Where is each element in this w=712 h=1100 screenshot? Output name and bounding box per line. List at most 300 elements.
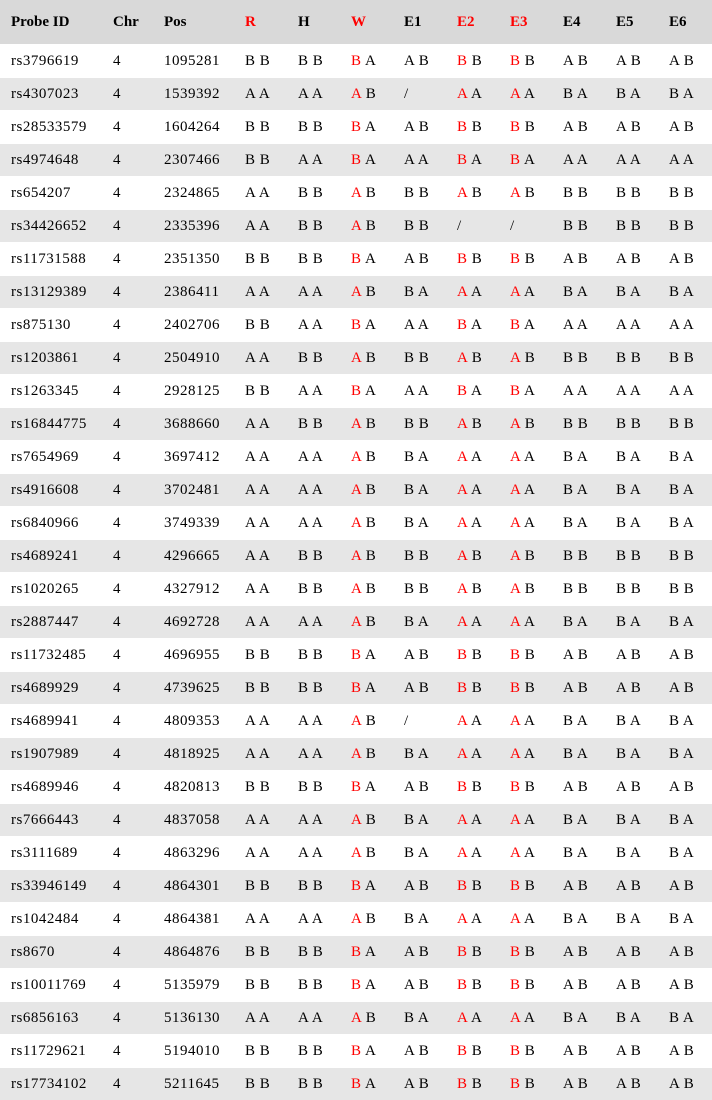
cell-e6: B A	[658, 1002, 712, 1035]
cell-w: A B	[340, 540, 393, 573]
cell-chr: 4	[102, 771, 153, 804]
table-row	[0, 408, 712, 441]
highlighted-allele: B	[510, 680, 521, 696]
cell-probe-id: rs11729621	[0, 1035, 102, 1068]
cell-e1: B A	[393, 507, 446, 540]
highlighted-allele: A	[351, 284, 362, 300]
cell-e6: A B	[658, 45, 712, 78]
cell-chr: 4	[102, 606, 153, 639]
column-header-w: W	[340, 0, 393, 45]
cell-w: A B	[340, 408, 393, 441]
highlighted-allele: A	[510, 581, 521, 597]
cell-r: A A	[234, 606, 287, 639]
cell-e3: B A	[499, 309, 552, 342]
highlighted-allele: A	[510, 812, 521, 828]
highlighted-allele: A	[351, 812, 362, 828]
cell-e6: B B	[658, 177, 712, 210]
cell-r: A A	[234, 507, 287, 540]
column-header-probe-id: Probe ID	[0, 0, 102, 45]
cell-h: A A	[287, 375, 340, 408]
cell-pos: 3688660	[153, 408, 234, 441]
highlighted-allele: A	[351, 614, 362, 630]
cell-pos: 4837058	[153, 804, 234, 837]
cell-probe-id: rs33946149	[0, 870, 102, 903]
cell-e5: B A	[605, 507, 658, 540]
cell-w: A B	[340, 210, 393, 243]
cell-chr: 4	[102, 837, 153, 870]
cell-chr: 4	[102, 441, 153, 474]
cell-e5: B A	[605, 474, 658, 507]
table-row	[0, 78, 712, 111]
cell-e6: A B	[658, 1068, 712, 1100]
cell-e3: A A	[499, 507, 552, 540]
highlighted-allele: B	[457, 779, 468, 795]
highlighted-allele: A	[510, 284, 521, 300]
cell-chr: 4	[102, 738, 153, 771]
cell-chr: 4	[102, 573, 153, 606]
cell-e1: B A	[393, 738, 446, 771]
cell-chr: 4	[102, 144, 153, 177]
cell-h: B B	[287, 408, 340, 441]
cell-pos: 4820813	[153, 771, 234, 804]
table-row	[0, 474, 712, 507]
column-header-h: H	[287, 0, 340, 45]
highlighted-allele: B	[510, 779, 521, 795]
cell-e4: A B	[552, 243, 605, 276]
cell-e3: A A	[499, 705, 552, 738]
cell-e6: B A	[658, 837, 712, 870]
cell-r: B B	[234, 144, 287, 177]
cell-chr: 4	[102, 111, 153, 144]
cell-e5: A B	[605, 936, 658, 969]
cell-h: B B	[287, 111, 340, 144]
cell-e6: B A	[658, 276, 712, 309]
highlighted-allele: B	[457, 317, 468, 333]
cell-e1: A B	[393, 936, 446, 969]
highlighted-allele: A	[351, 86, 362, 102]
cell-e4: A B	[552, 870, 605, 903]
cell-e3: A A	[499, 441, 552, 474]
cell-pos: 2504910	[153, 342, 234, 375]
cell-e5: B A	[605, 606, 658, 639]
highlighted-allele: A	[510, 185, 521, 201]
table-row	[0, 837, 712, 870]
cell-r: A A	[234, 837, 287, 870]
table-row	[0, 771, 712, 804]
cell-e2: A A	[446, 903, 499, 936]
cell-e2: /	[446, 210, 499, 243]
cell-h: B B	[287, 771, 340, 804]
highlighted-allele: A	[457, 581, 468, 597]
cell-h: A A	[287, 804, 340, 837]
cell-probe-id: rs4689946	[0, 771, 102, 804]
cell-probe-id: rs1203861	[0, 342, 102, 375]
cell-e6: B A	[658, 804, 712, 837]
cell-chr: 4	[102, 672, 153, 705]
cell-chr: 4	[102, 78, 153, 111]
cell-e3: A A	[499, 474, 552, 507]
cell-e1: B B	[393, 210, 446, 243]
cell-probe-id: rs8670	[0, 936, 102, 969]
cell-e2: B B	[446, 243, 499, 276]
highlighted-allele: B	[510, 944, 521, 960]
cell-e1: A A	[393, 144, 446, 177]
cell-h: A A	[287, 144, 340, 177]
cell-probe-id: rs654207	[0, 177, 102, 210]
cell-chr: 4	[102, 375, 153, 408]
cell-e6: A A	[658, 144, 712, 177]
cell-e2: B B	[446, 969, 499, 1002]
cell-e6: B B	[658, 540, 712, 573]
cell-pos: 5136130	[153, 1002, 234, 1035]
cell-e4: A B	[552, 1035, 605, 1068]
cell-r: A A	[234, 540, 287, 573]
highlighted-allele: B	[351, 944, 362, 960]
cell-w: B A	[340, 771, 393, 804]
cell-e5: A B	[605, 771, 658, 804]
cell-e1: A B	[393, 672, 446, 705]
cell-e4: B A	[552, 903, 605, 936]
highlighted-allele: A	[457, 614, 468, 630]
cell-e5: B B	[605, 540, 658, 573]
cell-w: B A	[340, 1035, 393, 1068]
cell-e6: B B	[658, 342, 712, 375]
cell-pos: 4296665	[153, 540, 234, 573]
cell-pos: 4696955	[153, 639, 234, 672]
cell-w: A B	[340, 474, 393, 507]
highlighted-allele: A	[457, 482, 468, 498]
cell-chr: 4	[102, 870, 153, 903]
cell-w: A B	[340, 1002, 393, 1035]
cell-r: A A	[234, 474, 287, 507]
cell-probe-id: rs4916608	[0, 474, 102, 507]
cell-chr: 4	[102, 903, 153, 936]
cell-r: B B	[234, 672, 287, 705]
cell-e3: B B	[499, 771, 552, 804]
cell-e3: A A	[499, 606, 552, 639]
highlighted-allele: B	[351, 383, 362, 399]
highlighted-allele: A	[457, 416, 468, 432]
column-header-e4: E4	[552, 0, 605, 45]
cell-r: B B	[234, 243, 287, 276]
cell-e3: B B	[499, 111, 552, 144]
column-header-e5: E5	[605, 0, 658, 45]
cell-probe-id: rs6856163	[0, 1002, 102, 1035]
cell-probe-id: rs2887447	[0, 606, 102, 639]
cell-chr: 4	[102, 639, 153, 672]
highlighted-allele: B	[510, 152, 521, 168]
cell-e2: A B	[446, 573, 499, 606]
cell-e2: A A	[446, 474, 499, 507]
cell-e4: A B	[552, 639, 605, 672]
cell-e4: B A	[552, 1002, 605, 1035]
cell-e5: B B	[605, 177, 658, 210]
cell-h: A A	[287, 441, 340, 474]
cell-pos: 3702481	[153, 474, 234, 507]
cell-chr: 4	[102, 45, 153, 78]
highlighted-allele: A	[457, 845, 468, 861]
cell-pos: 4864381	[153, 903, 234, 936]
cell-r: A A	[234, 408, 287, 441]
cell-e1: A B	[393, 771, 446, 804]
cell-chr: 4	[102, 507, 153, 540]
cell-e1: A B	[393, 1035, 446, 1068]
cell-e4: B A	[552, 804, 605, 837]
table-row	[0, 969, 712, 1002]
cell-w: B A	[340, 870, 393, 903]
highlighted-allele: A	[510, 482, 521, 498]
highlighted-allele: A	[457, 548, 468, 564]
cell-e1: B B	[393, 573, 446, 606]
cell-w: A B	[340, 903, 393, 936]
cell-h: B B	[287, 540, 340, 573]
cell-probe-id: rs4689241	[0, 540, 102, 573]
highlighted-allele: B	[351, 1043, 362, 1059]
highlighted-allele: B	[457, 251, 468, 267]
highlighted-allele: A	[351, 350, 362, 366]
cell-pos: 2928125	[153, 375, 234, 408]
cell-e4: A B	[552, 969, 605, 1002]
cell-chr: 4	[102, 309, 153, 342]
table-row	[0, 177, 712, 210]
table-header	[0, 0, 712, 45]
cell-h: B B	[287, 639, 340, 672]
cell-r: A A	[234, 903, 287, 936]
highlighted-allele: A	[351, 515, 362, 531]
cell-chr: 4	[102, 936, 153, 969]
cell-e5: A B	[605, 870, 658, 903]
highlighted-allele: B	[510, 53, 521, 69]
cell-e1: A B	[393, 111, 446, 144]
cell-e6: A A	[658, 375, 712, 408]
cell-h: B B	[287, 1068, 340, 1100]
table-row	[0, 540, 712, 573]
highlighted-allele: B	[510, 1076, 521, 1092]
cell-e2: A A	[446, 804, 499, 837]
column-header-e1: E1	[393, 0, 446, 45]
highlighted-allele: A	[510, 416, 521, 432]
cell-pos: 5211645	[153, 1068, 234, 1100]
cell-h: A A	[287, 474, 340, 507]
highlighted-allele: A	[510, 1010, 521, 1026]
cell-probe-id: rs3111689	[0, 837, 102, 870]
cell-e3: B B	[499, 936, 552, 969]
cell-chr: 4	[102, 804, 153, 837]
cell-r: B B	[234, 309, 287, 342]
cell-e5: B B	[605, 342, 658, 375]
cell-e2: A A	[446, 78, 499, 111]
table-row	[0, 804, 712, 837]
table-row	[0, 111, 712, 144]
cell-h: A A	[287, 903, 340, 936]
highlighted-allele: A	[351, 548, 362, 564]
cell-e3: B A	[499, 144, 552, 177]
cell-pos: 3697412	[153, 441, 234, 474]
cell-e1: B A	[393, 804, 446, 837]
cell-probe-id: rs7654969	[0, 441, 102, 474]
table-row	[0, 276, 712, 309]
cell-e6: B B	[658, 573, 712, 606]
table-row	[0, 45, 712, 78]
cell-e3: B B	[499, 969, 552, 1002]
cell-e6: B A	[658, 705, 712, 738]
highlighted-allele: A	[510, 86, 521, 102]
cell-w: A B	[340, 507, 393, 540]
highlighted-allele: B	[351, 152, 362, 168]
cell-e5: A B	[605, 243, 658, 276]
cell-w: B A	[340, 936, 393, 969]
cell-h: B B	[287, 210, 340, 243]
cell-w: A B	[340, 276, 393, 309]
table-row	[0, 606, 712, 639]
cell-e3: B B	[499, 1035, 552, 1068]
cell-e5: A B	[605, 111, 658, 144]
cell-w: B A	[340, 309, 393, 342]
cell-r: B B	[234, 639, 287, 672]
cell-e5: A A	[605, 375, 658, 408]
table-row	[0, 573, 712, 606]
highlighted-allele: A	[510, 911, 521, 927]
cell-h: B B	[287, 45, 340, 78]
cell-e4: B B	[552, 540, 605, 573]
cell-e1: B B	[393, 342, 446, 375]
cell-e3: /	[499, 210, 552, 243]
highlighted-allele: B	[510, 1043, 521, 1059]
cell-e3: A A	[499, 1002, 552, 1035]
highlighted-allele: B	[510, 977, 521, 993]
highlighted-allele: B	[351, 53, 362, 69]
cell-r: B B	[234, 870, 287, 903]
cell-probe-id: rs4689929	[0, 672, 102, 705]
header-row	[0, 0, 712, 45]
highlighted-allele: A	[510, 548, 521, 564]
cell-chr: 4	[102, 1035, 153, 1068]
highlighted-allele: B	[457, 944, 468, 960]
column-header-e2: E2	[446, 0, 499, 45]
highlighted-allele: A	[351, 218, 362, 234]
table-row	[0, 1035, 712, 1068]
cell-h: B B	[287, 870, 340, 903]
cell-r: B B	[234, 936, 287, 969]
cell-e1: B A	[393, 903, 446, 936]
highlighted-allele: A	[510, 449, 521, 465]
cell-e3: A B	[499, 573, 552, 606]
table-row	[0, 144, 712, 177]
highlighted-allele: A	[457, 746, 468, 762]
highlighted-allele: B	[457, 977, 468, 993]
cell-e2: B B	[446, 771, 499, 804]
cell-e1: A B	[393, 639, 446, 672]
cell-probe-id: rs28533579	[0, 111, 102, 144]
cell-probe-id: rs34426652	[0, 210, 102, 243]
cell-e1: A B	[393, 45, 446, 78]
cell-e4: B A	[552, 738, 605, 771]
cell-e5: A B	[605, 639, 658, 672]
highlighted-allele: B	[351, 1076, 362, 1092]
highlighted-allele: B	[351, 119, 362, 135]
highlighted-allele: A	[457, 1010, 468, 1026]
highlighted-allele: B	[351, 878, 362, 894]
cell-e6: A B	[658, 1035, 712, 1068]
cell-h: B B	[287, 672, 340, 705]
cell-r: A A	[234, 78, 287, 111]
highlighted-allele: B	[510, 317, 521, 333]
cell-e5: A B	[605, 45, 658, 78]
cell-e1: A B	[393, 870, 446, 903]
cell-e1: B B	[393, 177, 446, 210]
cell-r: B B	[234, 969, 287, 1002]
cell-w: B A	[340, 144, 393, 177]
cell-pos: 4692728	[153, 606, 234, 639]
cell-e5: B A	[605, 738, 658, 771]
highlighted-allele: B	[457, 1076, 468, 1092]
highlighted-allele: A	[510, 614, 521, 630]
cell-e1: B A	[393, 474, 446, 507]
cell-w: A B	[340, 177, 393, 210]
cell-r: A A	[234, 441, 287, 474]
cell-e2: A A	[446, 507, 499, 540]
cell-e4: B A	[552, 276, 605, 309]
cell-e2: B B	[446, 936, 499, 969]
cell-e6: B B	[658, 408, 712, 441]
cell-e3: A A	[499, 738, 552, 771]
highlighted-allele: A	[457, 284, 468, 300]
cell-probe-id: rs7666443	[0, 804, 102, 837]
cell-e6: A B	[658, 639, 712, 672]
highlighted-allele: B	[351, 317, 362, 333]
highlighted-allele: A	[457, 185, 468, 201]
cell-e5: B A	[605, 441, 658, 474]
cell-e1: B B	[393, 408, 446, 441]
cell-probe-id: rs4689941	[0, 705, 102, 738]
table-row	[0, 672, 712, 705]
cell-e3: A B	[499, 408, 552, 441]
cell-w: B A	[340, 1068, 393, 1100]
cell-chr: 4	[102, 1002, 153, 1035]
cell-e3: B B	[499, 672, 552, 705]
cell-w: A B	[340, 837, 393, 870]
cell-h: B B	[287, 342, 340, 375]
cell-e6: A B	[658, 672, 712, 705]
cell-e2: B B	[446, 45, 499, 78]
cell-e4: A A	[552, 144, 605, 177]
cell-probe-id: rs4974648	[0, 144, 102, 177]
cell-e6: B A	[658, 738, 712, 771]
cell-r: B B	[234, 111, 287, 144]
cell-e6: A B	[658, 111, 712, 144]
cell-h: A A	[287, 1002, 340, 1035]
cell-e2: A B	[446, 342, 499, 375]
cell-e5: B B	[605, 408, 658, 441]
cell-e5: B A	[605, 705, 658, 738]
cell-probe-id: rs10011769	[0, 969, 102, 1002]
highlighted-allele: A	[351, 1010, 362, 1026]
cell-e2: B A	[446, 144, 499, 177]
cell-pos: 4864301	[153, 870, 234, 903]
highlighted-allele: B	[351, 977, 362, 993]
cell-w: B A	[340, 45, 393, 78]
cell-w: A B	[340, 705, 393, 738]
cell-e1: B A	[393, 276, 446, 309]
cell-e2: B B	[446, 870, 499, 903]
table-row	[0, 507, 712, 540]
cell-e4: A B	[552, 771, 605, 804]
highlighted-allele: B	[510, 251, 521, 267]
cell-e4: A A	[552, 309, 605, 342]
cell-w: B A	[340, 243, 393, 276]
cell-pos: 1539392	[153, 78, 234, 111]
cell-e4: B A	[552, 837, 605, 870]
